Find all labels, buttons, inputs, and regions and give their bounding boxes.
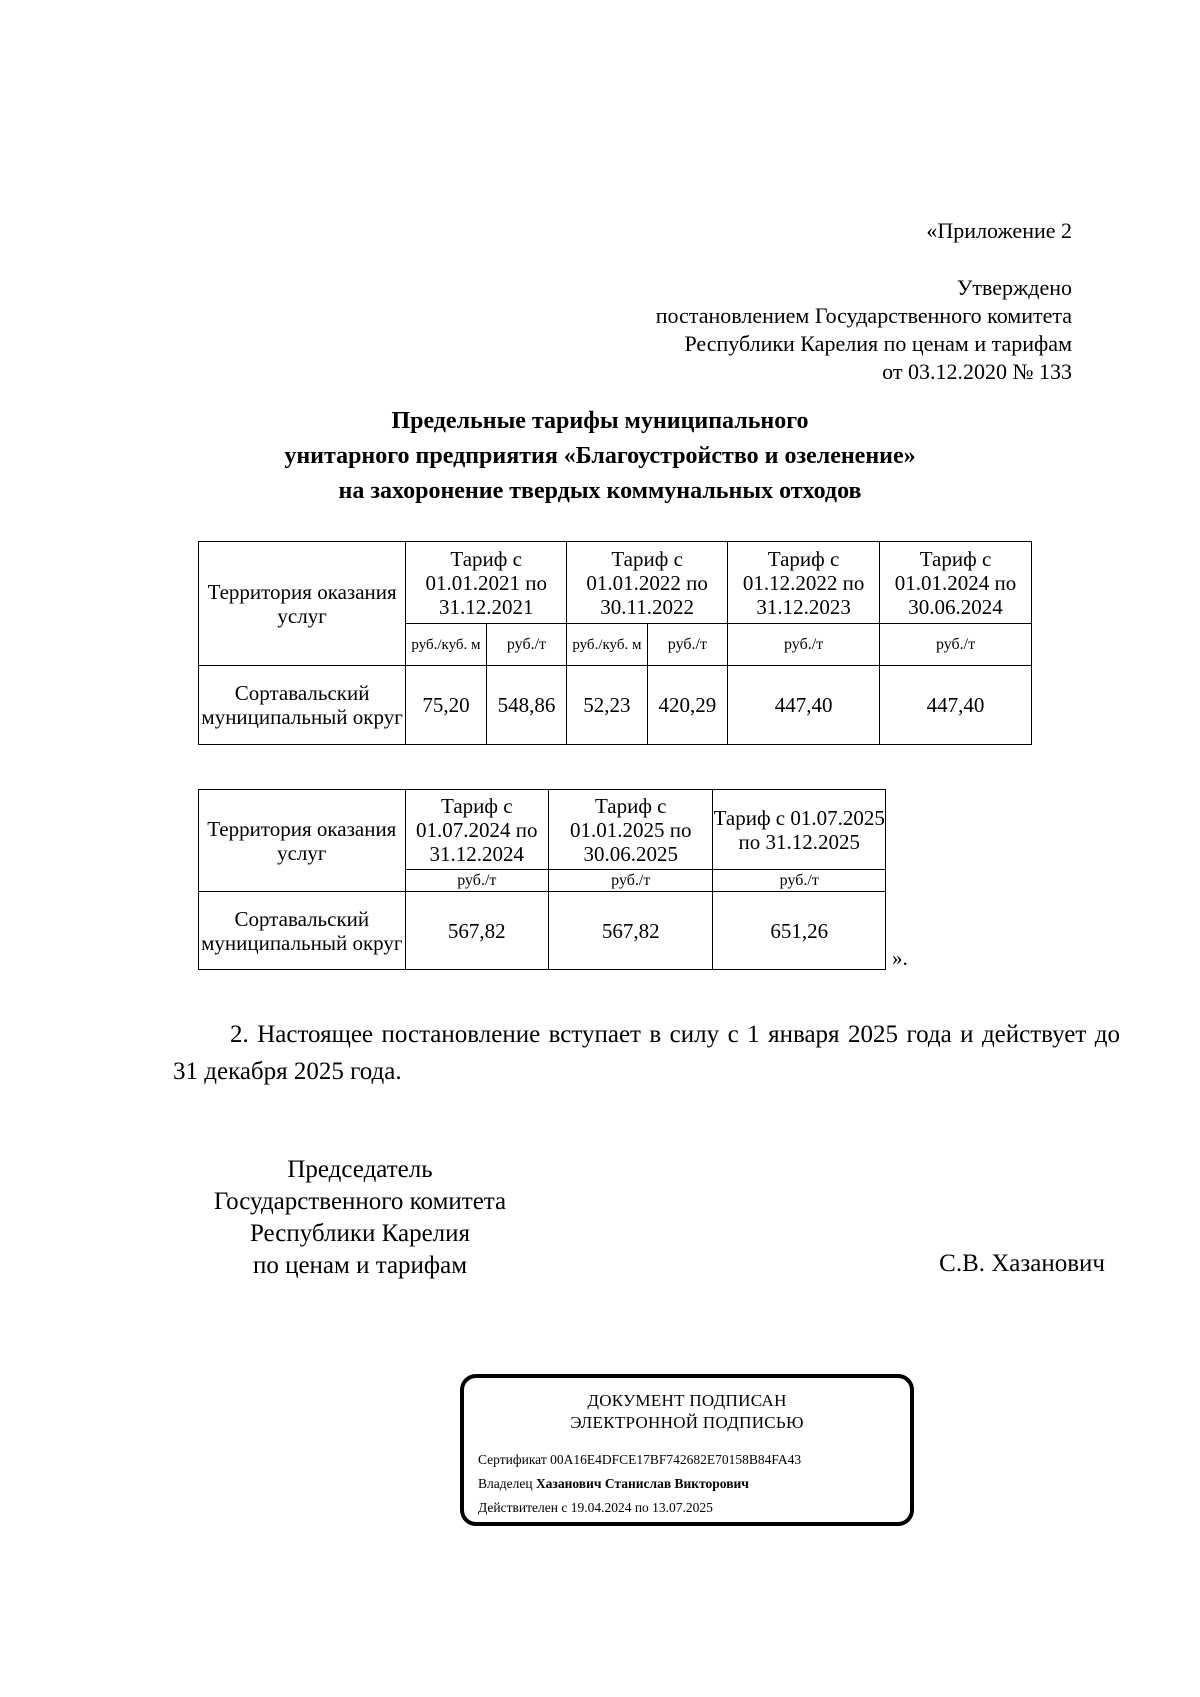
title-line: на захоронение твердых коммунальных отходов [338, 478, 862, 504]
position-line: по ценам и тарифам [252, 1252, 468, 1279]
value-cell: 52,23 [567, 666, 647, 745]
valid-from-label: с [561, 1500, 568, 1515]
value-cell: 420,29 [647, 666, 727, 745]
valid-to-label: по [634, 1500, 649, 1515]
unit-cell: руб./т [549, 870, 713, 892]
document-title [150, 404, 1050, 509]
owner-value: Хазанович Станислав Викторович [535, 1476, 749, 1491]
territory-header: Территория оказания услуг [199, 790, 406, 892]
stamp-certificate [478, 1452, 801, 1468]
signer-position [175, 1154, 545, 1282]
period-header: Тариф с 01.07.2024 по 31.12.2024 [405, 790, 548, 870]
value-cell: 548,86 [486, 666, 566, 745]
approval-line: от 03.12.2020 № 133 [882, 359, 1072, 384]
paragraph-text: 2. Настоящее постановление вступает в силу с 1 января 2025 года и действует до 31 декабря 2025 года. [173, 1021, 1120, 1085]
stamp-heading-line: ЭЛЕКТРОННОЙ ПОДПИСЬЮ [570, 1413, 804, 1432]
period-header: Тариф с 01.01.2025 по 30.06.2025 [549, 790, 713, 870]
period-header: Тариф с 01.07.2025 по 31.12.2025 [713, 790, 886, 870]
unit-cell: руб./куб. м [567, 624, 647, 666]
stamp-owner [478, 1476, 749, 1492]
tariff-table-1 [198, 541, 1032, 745]
value-cell: 567,82 [549, 892, 713, 970]
table-header-row [199, 790, 886, 870]
owner-label: Владелец [478, 1476, 533, 1491]
value-cell: 447,40 [880, 666, 1032, 745]
stamp-validity [478, 1500, 713, 1516]
signer-name: С.В. Хазанович [939, 1250, 1105, 1277]
certificate-label: Сертификат [478, 1452, 547, 1467]
period-header: Тариф с 01.01.2022 по 30.11.2022 [567, 542, 728, 624]
approval-block [656, 274, 1072, 386]
unit-cell: руб./т [728, 624, 880, 666]
territory-header: Территория оказания услуг [199, 542, 406, 666]
valid-label: Действителен [478, 1500, 558, 1515]
stamp-heading [464, 1390, 910, 1434]
table-row [199, 892, 886, 970]
unit-cell: руб./т [713, 870, 886, 892]
period-header: Тариф с 01.12.2022 по 31.12.2023 [728, 542, 880, 624]
position-line: Председатель [287, 1156, 433, 1183]
territory-cell: Сортавальский муниципальный округ [199, 892, 406, 970]
appendix-label: «Приложение 2 [926, 218, 1072, 243]
period-header: Тариф с 01.01.2024 по 30.06.2024 [880, 542, 1032, 624]
title-line: унитарного предприятия «Благоустройство и озеленение» [284, 443, 916, 469]
unit-cell: руб./т [405, 870, 548, 892]
stamp-heading-line: ДОКУМЕНТ ПОДПИСАН [587, 1391, 787, 1410]
valid-to: 13.07.2025 [652, 1500, 713, 1515]
value-cell: 75,20 [406, 666, 486, 745]
approval-line: постановлением Государственного комитета [655, 303, 1072, 328]
period-header: Тариф с 01.01.2021 по 31.12.2021 [406, 542, 567, 624]
territory-cell: Сортавальский муниципальный округ [199, 666, 406, 745]
approval-line: Утверждено [956, 275, 1072, 300]
value-cell: 567,82 [405, 892, 548, 970]
tariff-table-2 [198, 789, 886, 970]
unit-cell: руб./куб. м [406, 624, 486, 666]
value-cell: 651,26 [713, 892, 886, 970]
table-header-row [199, 542, 1032, 624]
e-signature-stamp [460, 1374, 914, 1526]
closing-quote: ». [892, 946, 908, 970]
unit-cell: руб./т [486, 624, 566, 666]
unit-cell: руб./т [880, 624, 1032, 666]
body-paragraph [173, 1016, 1120, 1090]
title-line: Предельные тарифы муниципального [391, 408, 809, 434]
table-row [199, 666, 1032, 745]
position-line: Государственного комитета [213, 1188, 507, 1215]
certificate-value: 00A16E4DFCE17BF742682E70158B84FA43 [550, 1452, 802, 1467]
approval-line: Республики Карелия по ценам и тарифам [684, 331, 1072, 356]
unit-cell: руб./т [647, 624, 727, 666]
position-line: Республики Карелия [249, 1220, 471, 1247]
valid-from: 19.04.2024 [570, 1500, 632, 1515]
value-cell: 447,40 [728, 666, 880, 745]
